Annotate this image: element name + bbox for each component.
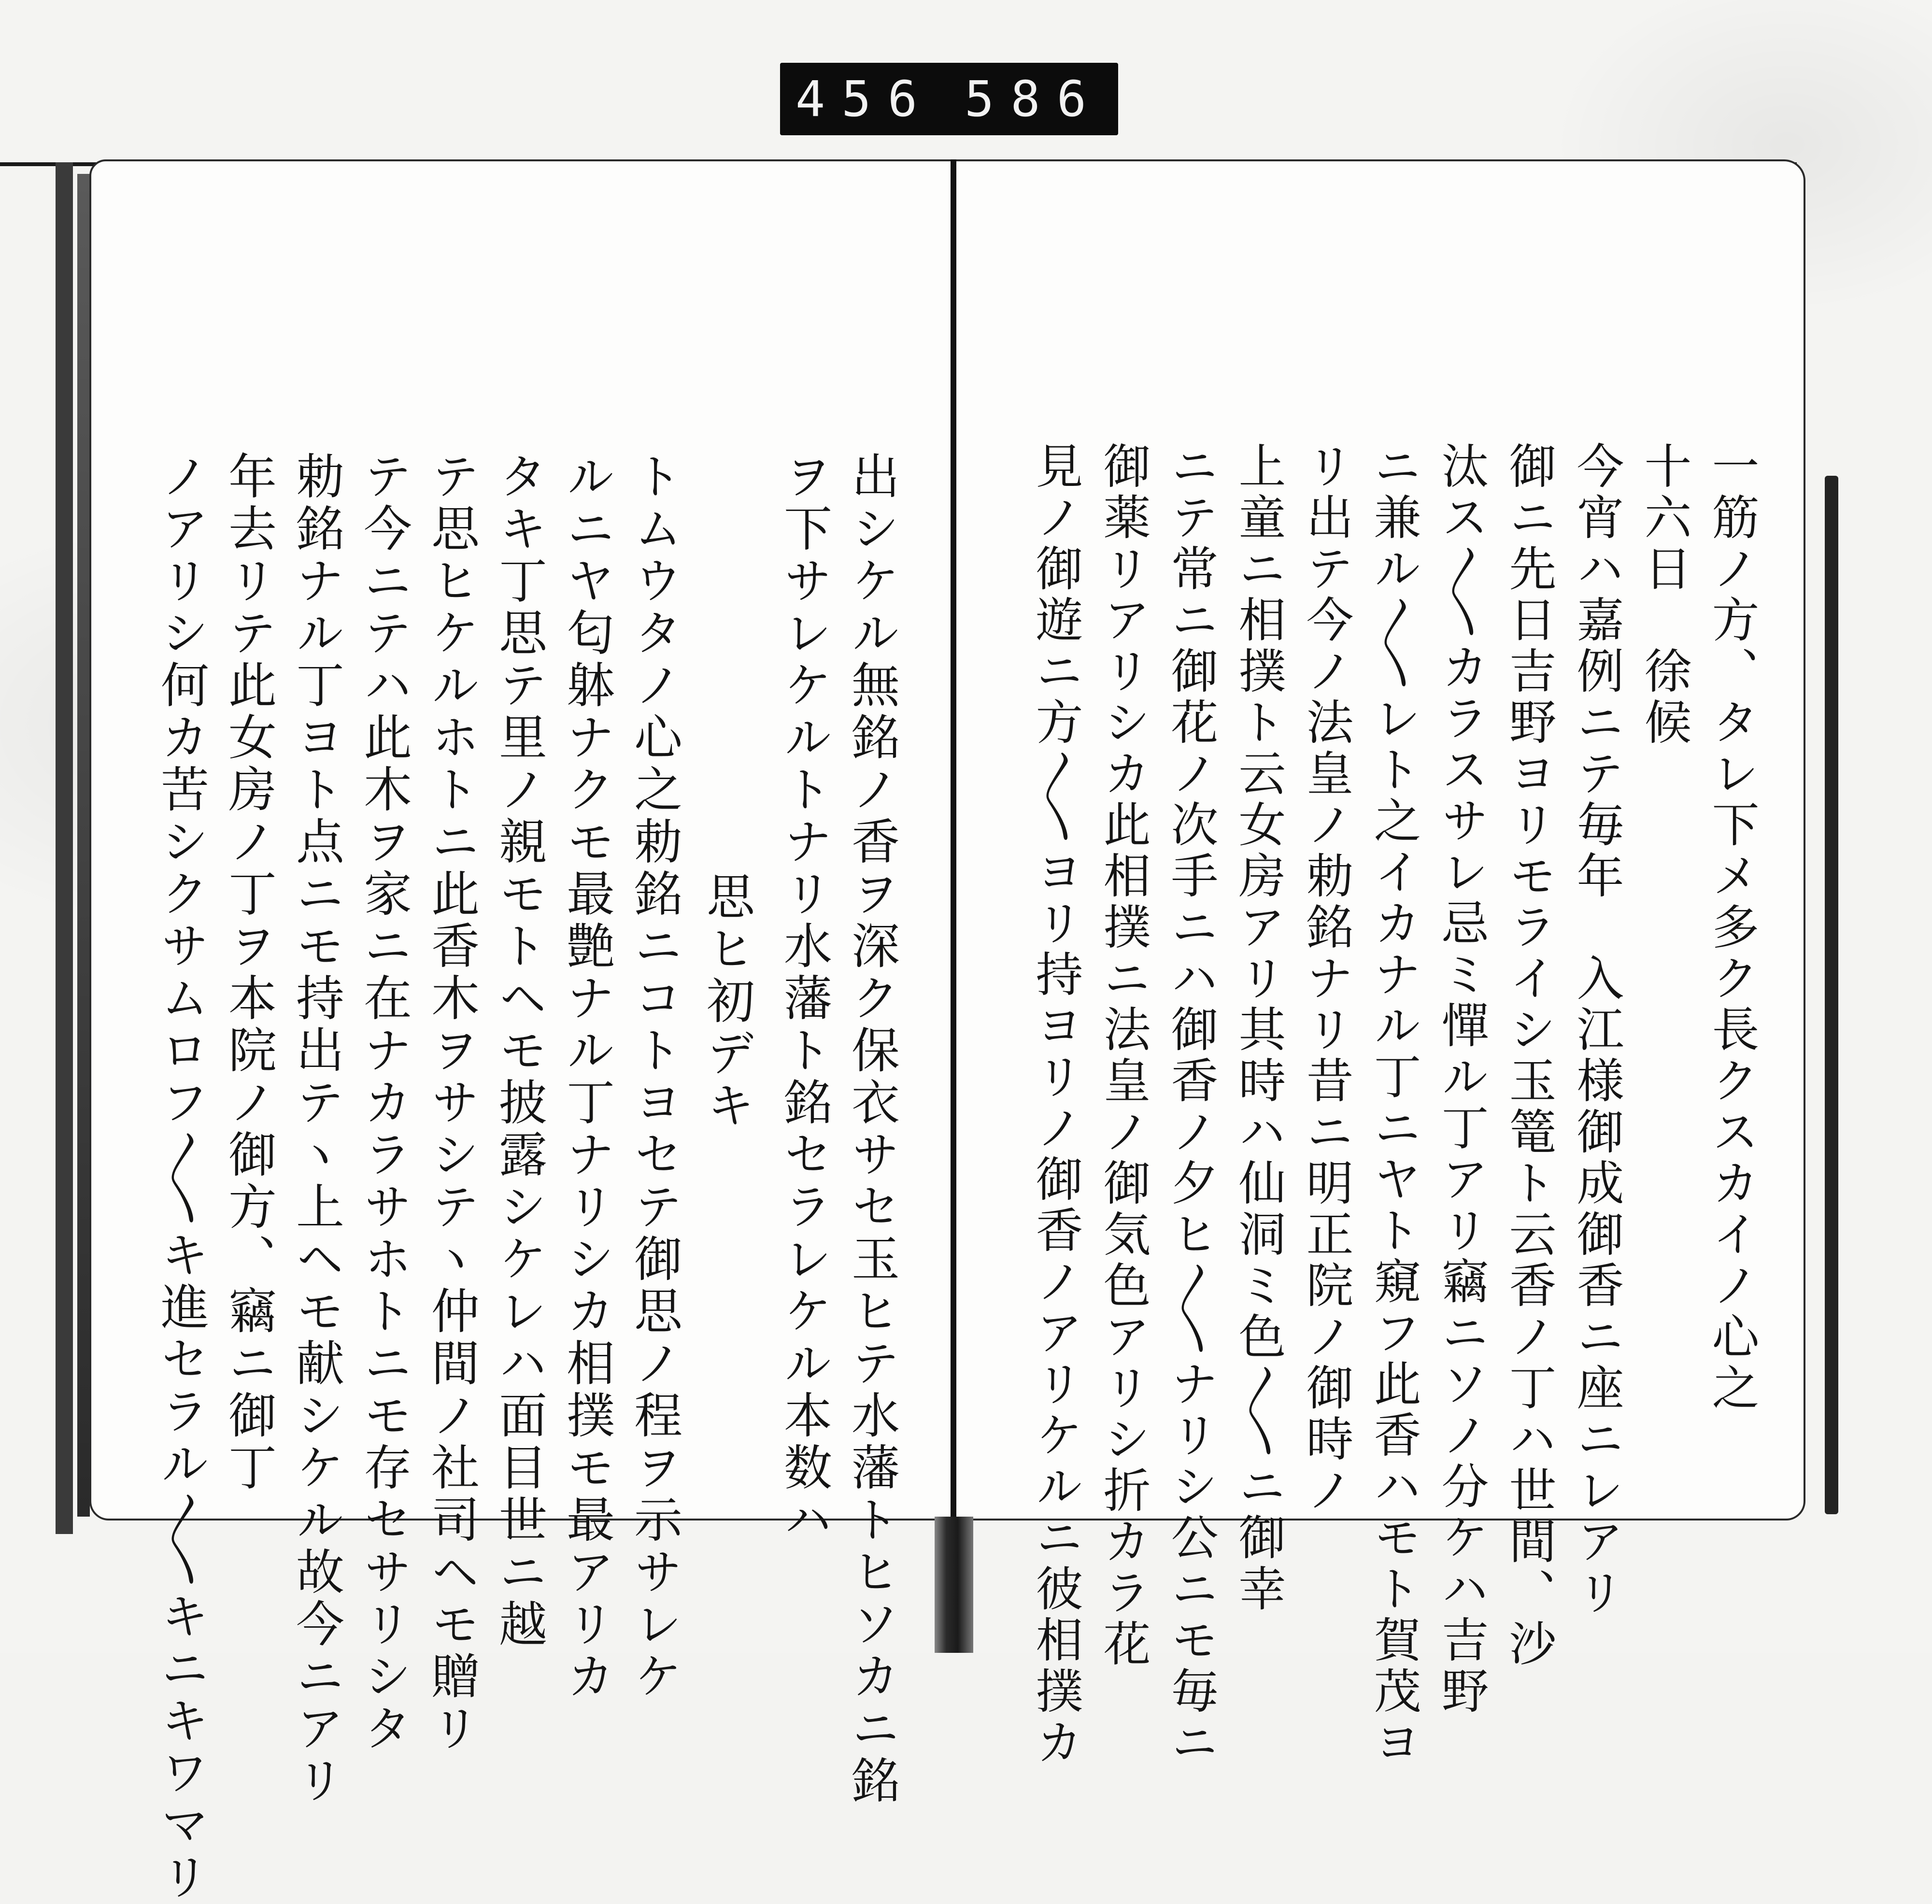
text-line: 思ヒ初デキ <box>698 871 755 1132</box>
book-left-edge <box>56 162 73 1534</box>
catalog-label <box>780 63 1118 135</box>
text-line: ヲ下サレケルトナリ水藩ト銘セラレケル本数ハ <box>776 451 832 1547</box>
text-line: 一筋ノ方、タレ下メ多ク長クスカイノ心之 <box>1704 441 1759 1414</box>
text-line: ニ兼ル〳〵レト之イカナル丁ニヤト窺フ此香ハモト賀茂ヨ <box>1366 441 1421 1769</box>
text-line: ルニヤ匂躰ナクモ最艶ナル丁ナリシカ相撲モ最アリカ <box>558 451 615 1703</box>
book-left-edge-shadow <box>77 174 90 1517</box>
text-line: 御薬リアリシカ此相撲ニ法皇ノ御気色アリシ折カラ花 <box>1095 441 1151 1670</box>
text-line: 見ノ御遊ニ方〳〵ヨリ持ヨリノ御香ノアリケルニ彼相撲カ <box>1028 441 1083 1769</box>
text-line: 勅銘ナル丁ヨト点ニモ持出テヽ上ヘモ献シケル故今ニアリ <box>288 451 344 1807</box>
text-line: ニテ常ニ御花ノ次手ニハ御香ノ夕ヒ〳〵ナリシ公ニモ毎ニ <box>1163 441 1218 1769</box>
left-page <box>89 159 955 1904</box>
text-line: タキ丁思テ里ノ親モトヘモ披露シケレハ面目世ニ越 <box>491 451 547 1651</box>
text-line: 年去リテ此女房ノ丁ヲ本院ノ御方、竊ニ御丁 <box>220 451 277 1494</box>
text-line: 今宵ハ嘉例ニテ毎年 入江様御成御香ニ座ニレアリ <box>1569 441 1624 1619</box>
right-page <box>954 159 1805 1769</box>
text-line: テ今ニテハ此木ヲ家ニ在ナカラサホトニモ存セサリシタ <box>355 451 412 1755</box>
book-right-edge <box>1825 476 1838 1514</box>
text-line: リ出テ今ノ法皇ノ勅銘ナリ昔ニ明正院ノ御時ノ <box>1298 441 1353 1517</box>
text-line: ノアリシ何カ苦シクサムロフ〳〵キ進セラル〳〵キニキワマリ <box>153 451 209 1904</box>
book-spine-foot <box>935 1517 973 1653</box>
text-line: 汰ス〳〵カラスサレ忌ミ憚ル丁アリ竊ニソノ分ケハ吉野 <box>1434 441 1489 1718</box>
text-line: 十六日 徐候 <box>1636 441 1691 749</box>
text-line: 御ニ先日吉野ヨリモライシ玉篭ト云香ノ丁ハ世間、沙 <box>1501 441 1556 1670</box>
text-line: トムウタノ心之勅銘ニコトヨセテ御思ノ程ヲ示サレケ <box>626 451 682 1703</box>
catalog-number-right: 586 <box>964 70 1103 128</box>
text-line: 上童ニ相撲ト云女房アリ其時ハ仙洞ミ色〳〵ニ御幸 <box>1231 441 1286 1615</box>
text-line: 出シケル無銘ノ香ヲ深ク保衣サセ玉ヒテ水藩トヒソカニ銘 <box>843 451 900 1807</box>
catalog-number-left: 456 <box>795 70 934 128</box>
text-line: テ思ヒケルホトニ此香木ヲサシテヽ仲間ノ社司ヘモ贈リ <box>423 451 480 1755</box>
book-spine <box>951 159 956 1653</box>
